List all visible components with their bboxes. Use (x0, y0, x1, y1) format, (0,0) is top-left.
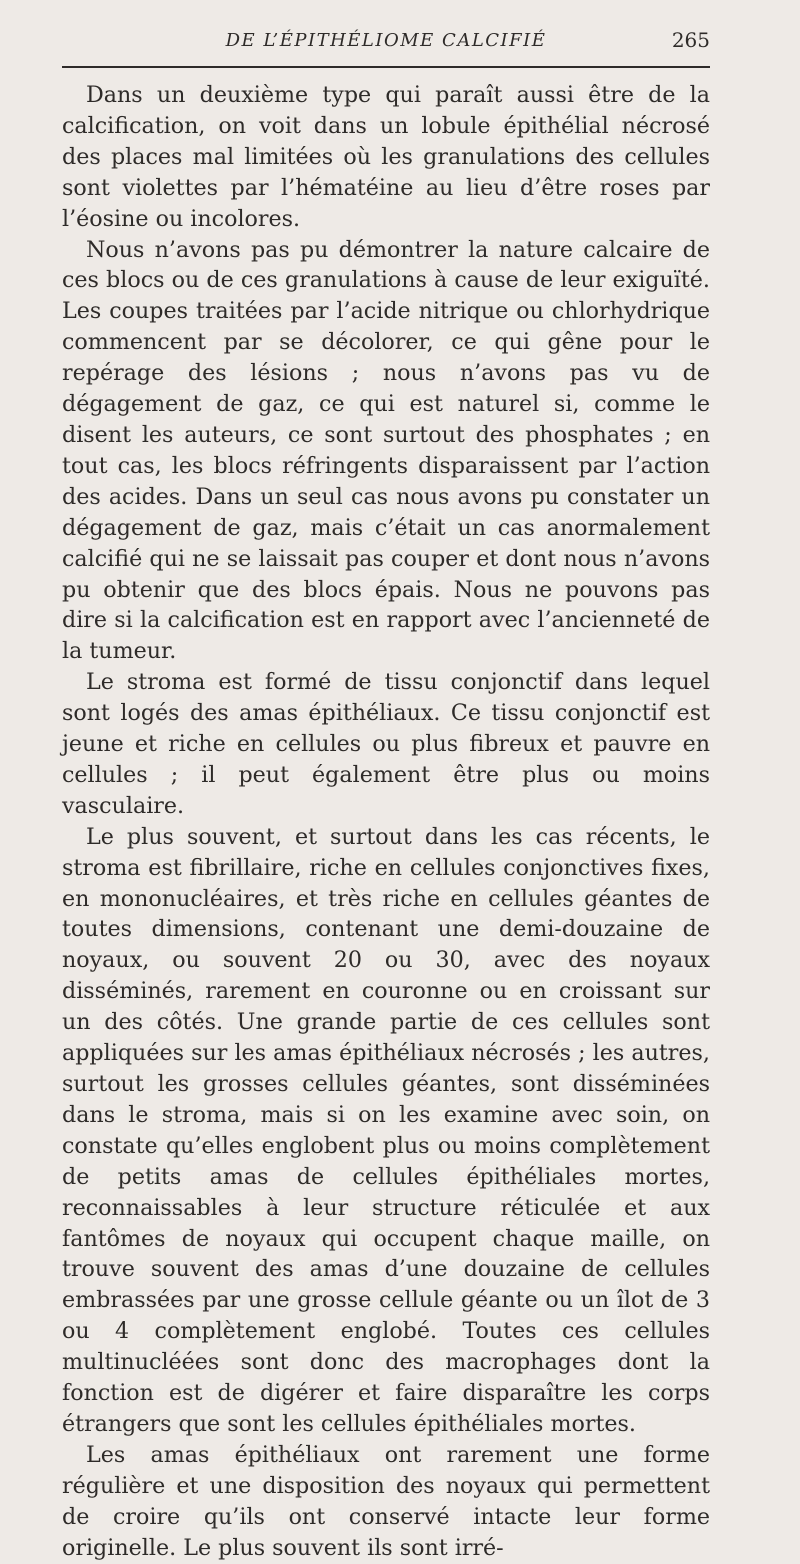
paragraph: Nous n’avons pas pu démontrer la nature calcaire de ces blocs ou de ces granulations à cause de leur exiguïté. Les coupes traitées par l’acide nitrique ou chlorhydrique commencent par se décolorer, ce qui gêne pour le repérage des lésions ; nous n’avons pas vu de dégagement de gaz, ce qui est naturel si, comme le disent les auteurs, ce sont surtout des phosphates ; en tout cas, les blocs réfringents disparaissent par l’action des acides. Dans un seul cas nous avons pu constater un dégagement de gaz, mais c’était un cas anormalement calcifié qui ne se laissait pas couper et dont nous n’avons pu obtenir que des blocs épais. Nous ne pouvons pas dire si la calcification est en rapport avec l’ancienneté de la tumeur. (62, 236, 710, 665)
running-title: DE L’ÉPITHÉLIOME CALCIFIÉ (225, 30, 547, 51)
paragraph: Les amas épithéliaux ont rarement une forme régulière et une disposition des noyaux qui permettent de croire qu’ils ont conservé intacte leur forme originelle. Le plus souvent ils sont irré- (62, 1441, 710, 1561)
paragraph: Le stroma est formé de tissu conjonctif dans lequel sont logés des amas épithéliaux. Ce tissu conjonctif est jeune et riche en cellules ou plus fibreux et pauvre en cellules ; il peut également être plus ou moins vasculaire. (62, 669, 710, 819)
header-rule (62, 66, 710, 68)
page-number: 265 (671, 28, 710, 52)
page-header (62, 24, 710, 64)
paragraph: Le plus souvent, et surtout dans les cas récents, le stroma est fibrillaire, riche en cellules conjonctives fixes, en mononucléaires, et très riche en cellules géantes de toutes dimensions, contenant une demi-douzaine de noyaux, ou souvent 20 ou 30, avec des noyaux disséminés, rarement en couronne ou en croissant sur un des côtés. Une grande partie de ces cellules sont appliquées sur les amas épithéliaux nécrosés ; les autres, surtout les grosses cellules géantes, sont disséminées dans le stroma, mais si on les examine avec soin, on constate qu’elles englobent plus ou moins complètement de petits amas de cellules épithéliales mortes, reconnaissables à leur structure réticulée et aux fantômes de noyaux qui occupent chaque maille, on trouve souvent des amas d’une douzaine de cellules embrassées par une grosse cellule géante ou un îlot de 3 ou 4 complètement englobé. Toutes ces cellules multinucléées sont donc des macrophages dont la fonction est de digérer et faire disparaître les corps étrangers que sont les cellules épithéliales mortes. (62, 823, 710, 1437)
body-text (62, 80, 710, 1564)
paragraph: Dans un deuxième type qui paraît aussi être de la calcification, on voit dans un lobule épithélial nécrosé des places mal limitées où les granulations des cellules sont violettes par l’hématéine au lieu d’être roses par l’éosine ou incolores. (62, 82, 710, 232)
